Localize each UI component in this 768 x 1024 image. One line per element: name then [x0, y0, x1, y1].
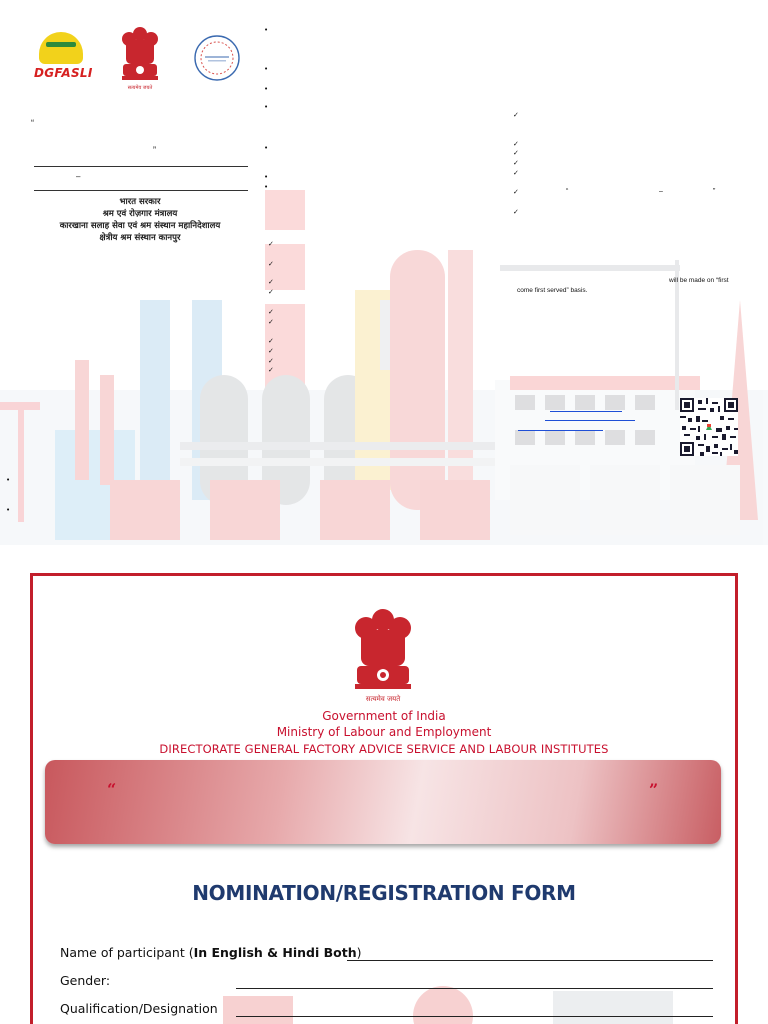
quote-close: ”	[713, 188, 716, 195]
seat-note-line: will be made on “first	[669, 277, 729, 284]
national-emblem-icon	[348, 606, 418, 706]
check-icon: ✓	[513, 159, 519, 167]
gender-input-line[interactable]	[236, 988, 713, 989]
dash-text: –	[76, 172, 81, 181]
dgfasli-logo	[34, 30, 93, 84]
name-field-label-emphasis: In English & Hindi Both	[193, 945, 357, 960]
hindi-org-line: क्षेत्रीय श्रम संस्थान कानपुर	[99, 233, 181, 243]
gender-field-label: Gender:	[60, 973, 111, 988]
link[interactable]	[550, 411, 622, 412]
check-icon: ✓	[268, 308, 274, 316]
check-icon: ✓	[268, 260, 274, 268]
bullet: •	[264, 144, 269, 152]
check-icon: ✓	[513, 140, 519, 148]
emblem-motto: सत्यमेव जयते	[127, 85, 153, 91]
check-icon: ✓	[268, 318, 274, 326]
quote-close: ”	[153, 145, 156, 155]
emblem-motto: सत्यमेव जयते	[365, 695, 401, 703]
quote-open: “	[566, 188, 569, 195]
bullet: •	[6, 476, 11, 484]
quote-open: “	[31, 118, 34, 128]
link[interactable]	[518, 430, 603, 431]
check-icon: ✓	[513, 169, 519, 177]
check-icon: ✓	[513, 188, 519, 196]
check-icon: ✓	[268, 240, 274, 248]
bullet: •	[264, 26, 269, 34]
bullet: •	[264, 65, 269, 73]
divider-line	[34, 190, 248, 191]
bullet: •	[264, 173, 269, 181]
ministry-heading: Ministry of Labour and Employment	[276, 725, 492, 739]
banner-quote-close: ”	[649, 780, 659, 799]
check-icon: ✓	[268, 347, 274, 355]
link[interactable]	[545, 420, 635, 421]
national-emblem-icon	[118, 24, 162, 92]
dgfasli-logo-text: DGFASLI	[34, 66, 93, 80]
banner-quote-open: “	[107, 780, 117, 799]
name-field-label: Name of participant (In English & Hindi Both)	[60, 945, 362, 960]
institute-seal-icon	[193, 34, 241, 82]
check-icon: ✓	[513, 149, 519, 157]
government-heading: Government of India	[322, 709, 446, 723]
hindi-org-line: श्रम एवं रोज़गार मंत्रालय	[102, 209, 178, 219]
hindi-org-line: कारखाना सलाह सेवा एवं श्रम संस्थान महानिदेशालय	[59, 221, 221, 231]
hindi-organisation-block	[30, 196, 250, 244]
form-title: NOMINATION/REGISTRATION FORM	[192, 881, 576, 905]
check-icon: ✓	[513, 208, 519, 216]
qr-code-icon[interactable]	[680, 398, 738, 456]
qualification-field-label: Qualification/Designation	[60, 1001, 218, 1016]
check-icon: ✓	[268, 337, 274, 345]
qualification-input-line[interactable]	[236, 1016, 713, 1017]
check-icon: ✓	[268, 357, 274, 365]
bullet: •	[6, 506, 11, 514]
nomination-form-page	[30, 573, 738, 1024]
course-title-banner	[45, 760, 721, 844]
directorate-heading: DIRECTORATE GENERAL FACTORY ADVICE SERVICE AND LABOUR INSTITUTES	[159, 742, 609, 756]
dash-text: –	[659, 188, 663, 195]
name-input-line[interactable]	[347, 960, 713, 961]
check-icon: ✓	[268, 278, 274, 286]
check-icon: ✓	[268, 366, 274, 374]
hindi-org-line: भारत सरकार	[119, 197, 161, 207]
bullet: •	[264, 85, 269, 93]
bullet: •	[264, 103, 269, 111]
seat-note-line: come first served” basis.	[517, 287, 588, 294]
check-icon: ✓	[513, 111, 519, 119]
bullet: •	[264, 183, 269, 191]
check-icon: ✓	[268, 288, 274, 296]
divider-line	[34, 166, 248, 167]
safety-helmet-icon	[39, 32, 83, 64]
